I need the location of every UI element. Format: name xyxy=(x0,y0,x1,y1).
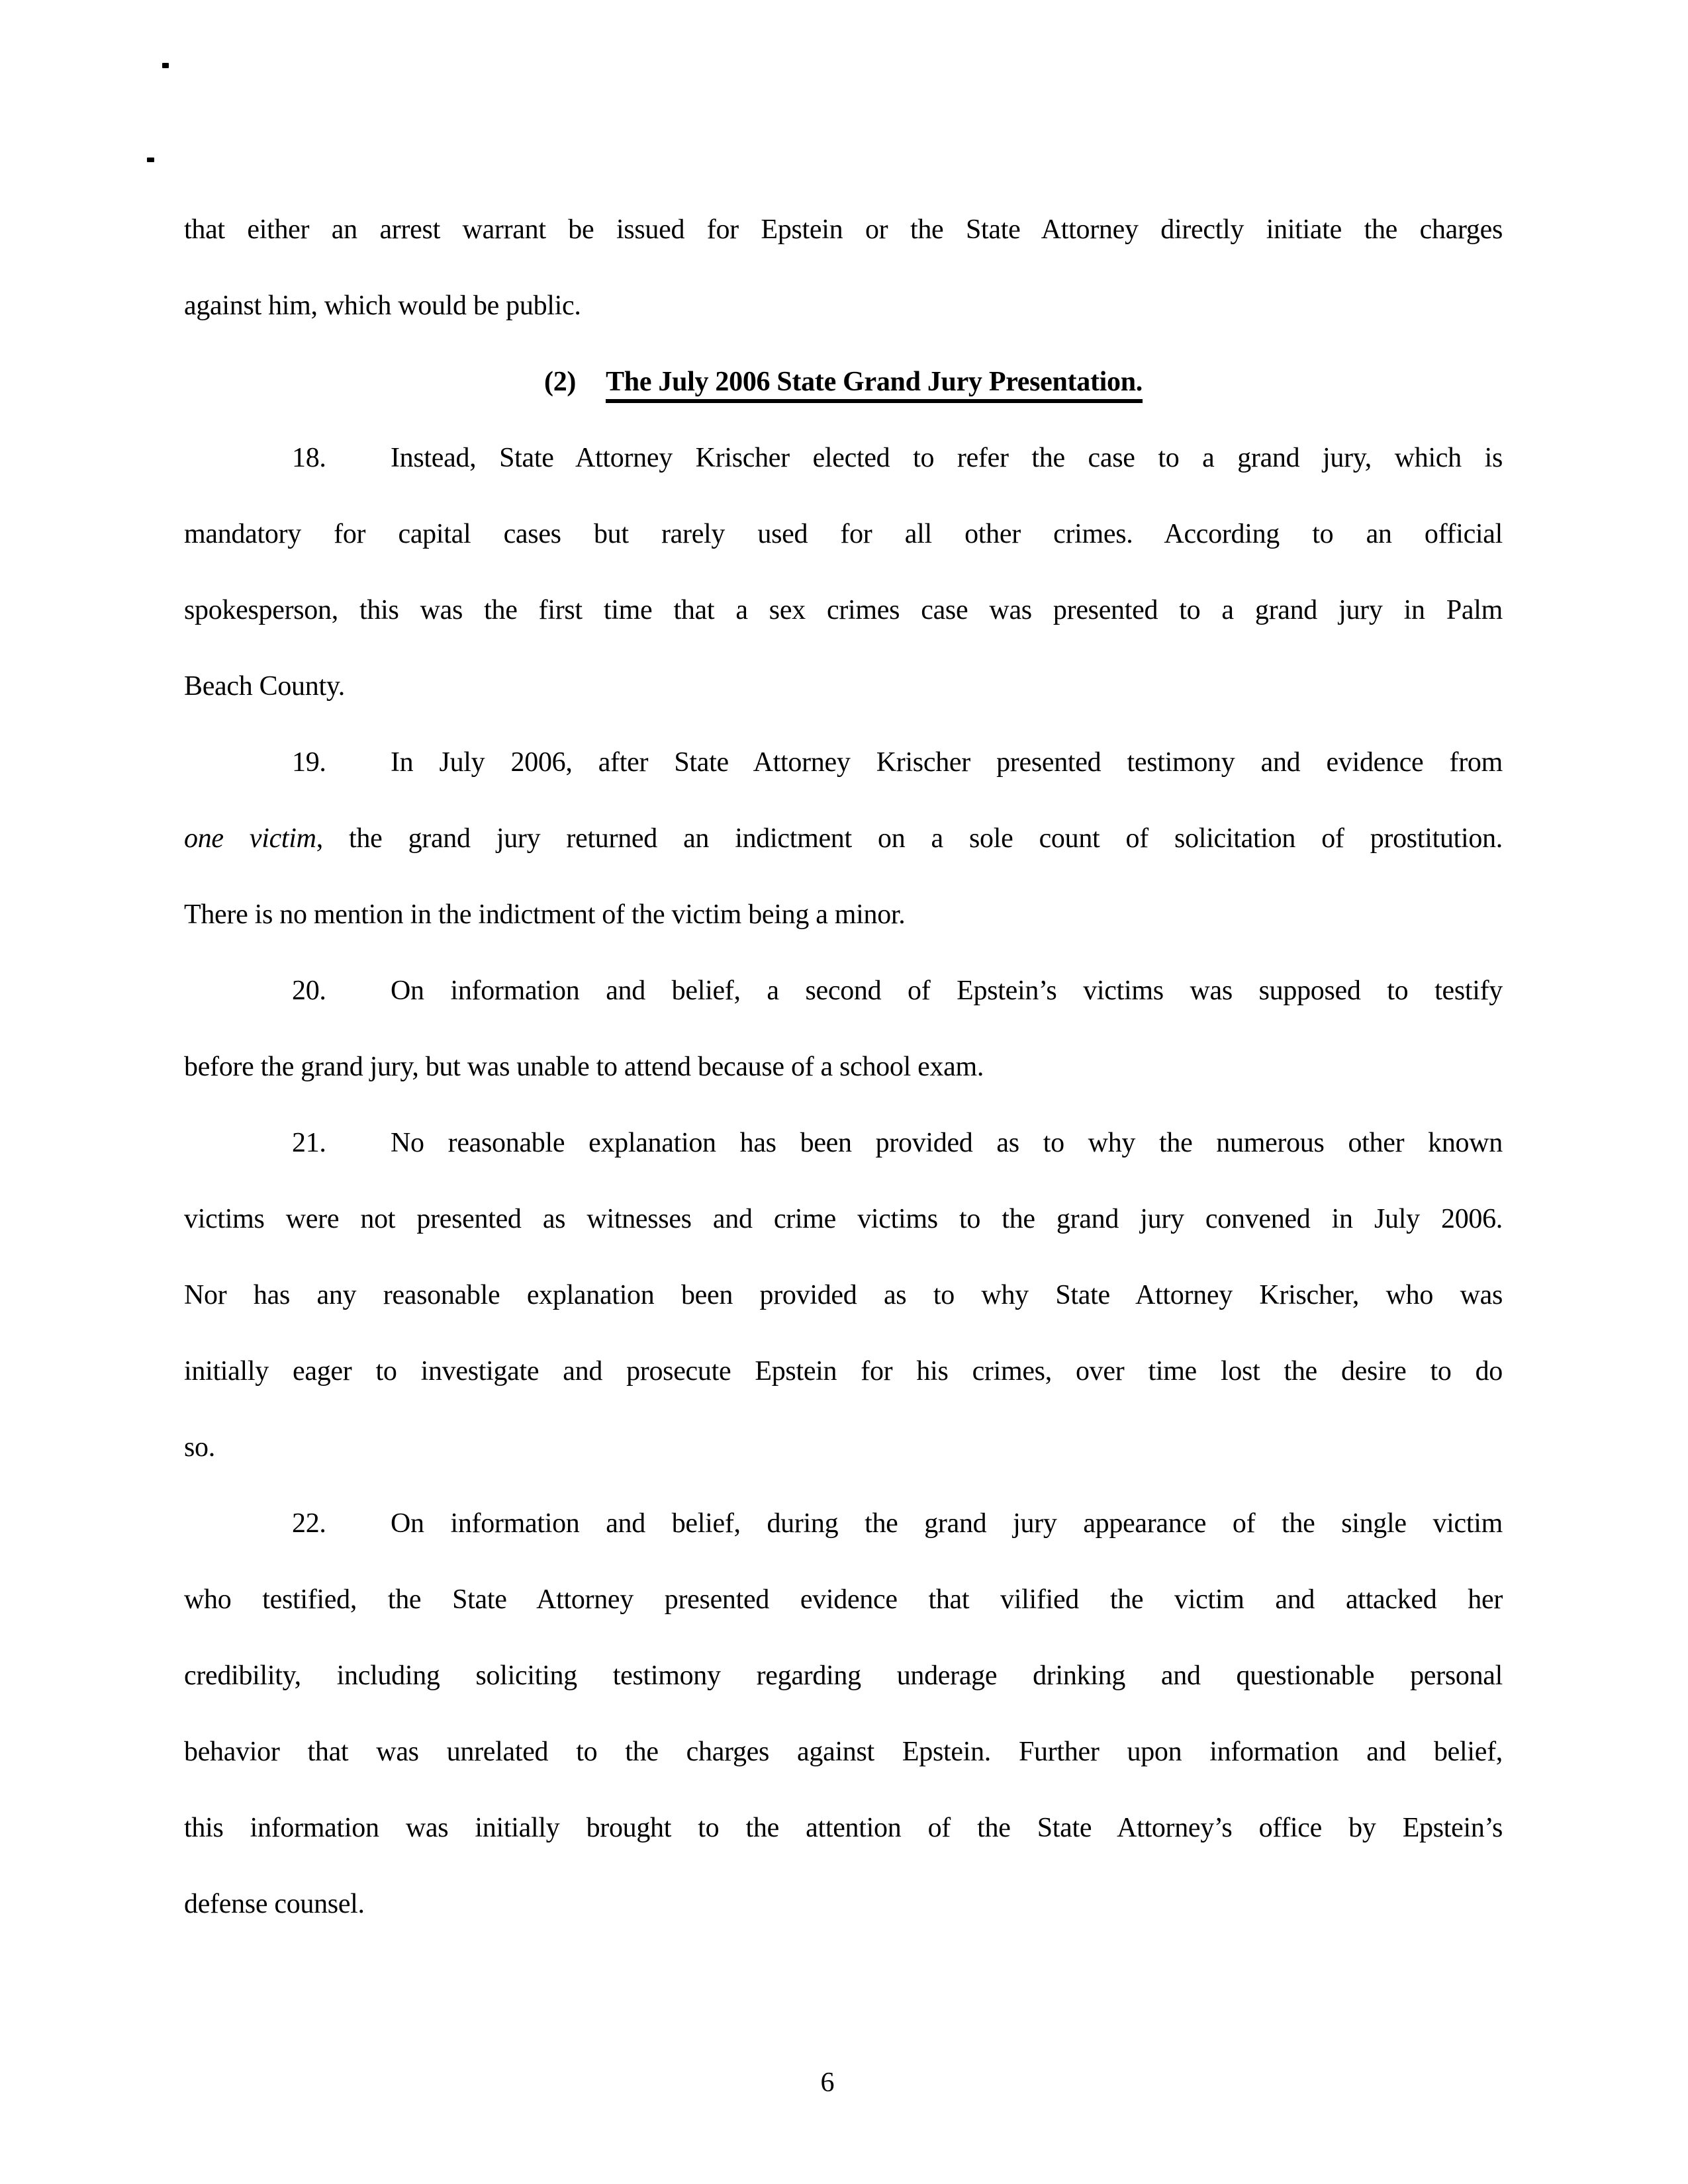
section-heading xyxy=(184,344,1503,420)
paragraph-text: Instead, State Attorney Krischer elected to refer the case to a grand jury, which is xyxy=(391,443,1503,473)
body-line xyxy=(184,725,1503,801)
body-line: Nor has any reasonable explanation been provided as to why State Attorney Krischer, who was xyxy=(184,1280,1503,1310)
body-line: so. xyxy=(184,1432,215,1463)
paragraph-text: , the grand jury returned an indictment on a sole count of solicitation of prostitution. xyxy=(316,823,1503,854)
body-line: that either an arrest warrant be issued for Epstein or the State Attorney directly initiate the charges xyxy=(184,214,1503,245)
paragraph-text: In July 2006, after State Attorney Krischer presented testimony and evidence from xyxy=(391,747,1503,778)
paragraph-text: No reasonable explanation has been provided as to why the numerous other known xyxy=(391,1128,1503,1158)
body-line: initially eager to investigate and prosecute Epstein for his crimes, over time lost the desire to do xyxy=(184,1356,1503,1387)
paragraph-number: 21. xyxy=(292,1128,326,1158)
body-line: defense counsel. xyxy=(184,1889,365,1919)
body-line xyxy=(184,953,1503,1029)
body-line: credibility, including soliciting testimony regarding underage drinking and questionable personal xyxy=(184,1661,1503,1691)
italic-phrase: one victim xyxy=(184,823,316,854)
section-heading-title: The July 2006 State Grand Jury Presentation. xyxy=(606,367,1143,403)
paragraph-number: 18. xyxy=(292,443,326,473)
body-line: victims were not presented as witnesses and crime victims to the grand jury convened in July 2006. xyxy=(184,1204,1503,1234)
body-line: behavior that was unrelated to the charges against Epstein. Further upon information and belief, xyxy=(184,1737,1503,1767)
body-line xyxy=(184,1105,1503,1181)
paragraph-number: 19. xyxy=(292,747,326,778)
scan-artifact-dash xyxy=(147,158,154,162)
body-line: against him, which would be public. xyxy=(184,291,581,321)
page-number: 6 xyxy=(820,2068,835,2098)
document-body xyxy=(184,192,1503,1942)
body-line: Beach County. xyxy=(184,671,345,702)
body-line: before the grand jury, but was unable to attend because of a school exam. xyxy=(184,1052,984,1082)
body-line: mandatory for capital cases but rarely used for all other crimes. According to an official xyxy=(184,519,1503,549)
scan-artifact-dot xyxy=(162,63,169,68)
body-line: this information was initially brought to the attention of the State Attorney’s office by Epstein’s xyxy=(184,1813,1503,1843)
paragraph-text: On information and belief, a second of Epstein’s victims was supposed to testify xyxy=(391,976,1503,1006)
paragraph-number: 20. xyxy=(292,976,326,1006)
body-line: There is no mention in the indictment of the victim being a minor. xyxy=(184,899,906,930)
body-line xyxy=(184,1486,1503,1562)
body-line: who testified, the State Attorney presented evidence that vilified the victim and attacked her xyxy=(184,1584,1503,1615)
body-line xyxy=(184,420,1503,496)
paragraph-text: On information and belief, during the grand jury appearance of the single victim xyxy=(391,1508,1503,1539)
section-heading-number: (2) xyxy=(544,367,577,397)
body-line: spokesperson, this was the first time that a sex crimes case was presented to a grand jury in Palm xyxy=(184,595,1503,625)
paragraph-number: 22. xyxy=(292,1508,326,1539)
body-line xyxy=(184,801,1503,877)
